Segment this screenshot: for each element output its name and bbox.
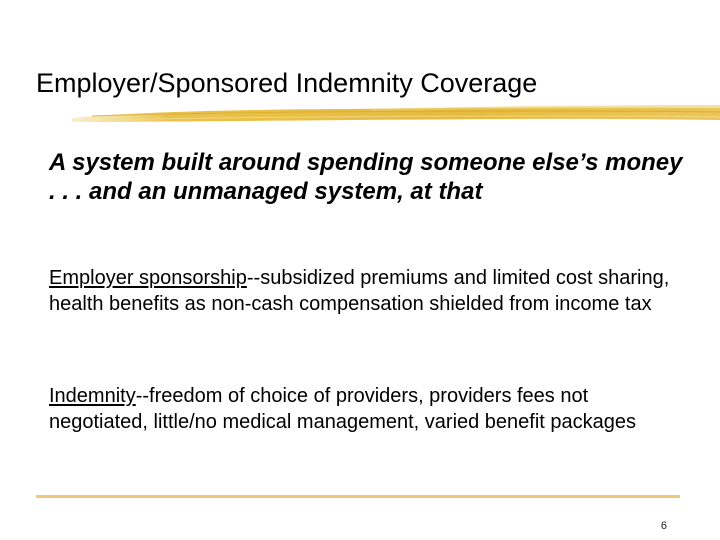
bullet-text: freedom of choice of providers, providers fees not negotiated, little/no medical management, varied benefit packages xyxy=(49,385,637,433)
bullet-indemnity xyxy=(49,383,689,435)
slide-title: Employer/Sponsored Indemnity Coverage xyxy=(36,68,538,99)
title-brush-stroke xyxy=(72,98,720,132)
bullet-term: Indemnity xyxy=(49,385,136,407)
page-number: 6 xyxy=(660,520,667,532)
slide-subtitle: A system built around spending someone else’s money . . . and an unmanaged system, at that xyxy=(49,149,683,205)
bullet-separator: -- xyxy=(135,385,150,407)
bullet-text: subsidized premiums and limited cost sharing, health benefits as non-cash compensation shielded from income tax xyxy=(49,267,670,315)
bullet-employer-sponsorship xyxy=(49,265,689,317)
bullet-separator: -- xyxy=(246,267,261,289)
footer-rule xyxy=(36,495,680,498)
bullet-term: Employer sponsorship xyxy=(49,267,247,289)
